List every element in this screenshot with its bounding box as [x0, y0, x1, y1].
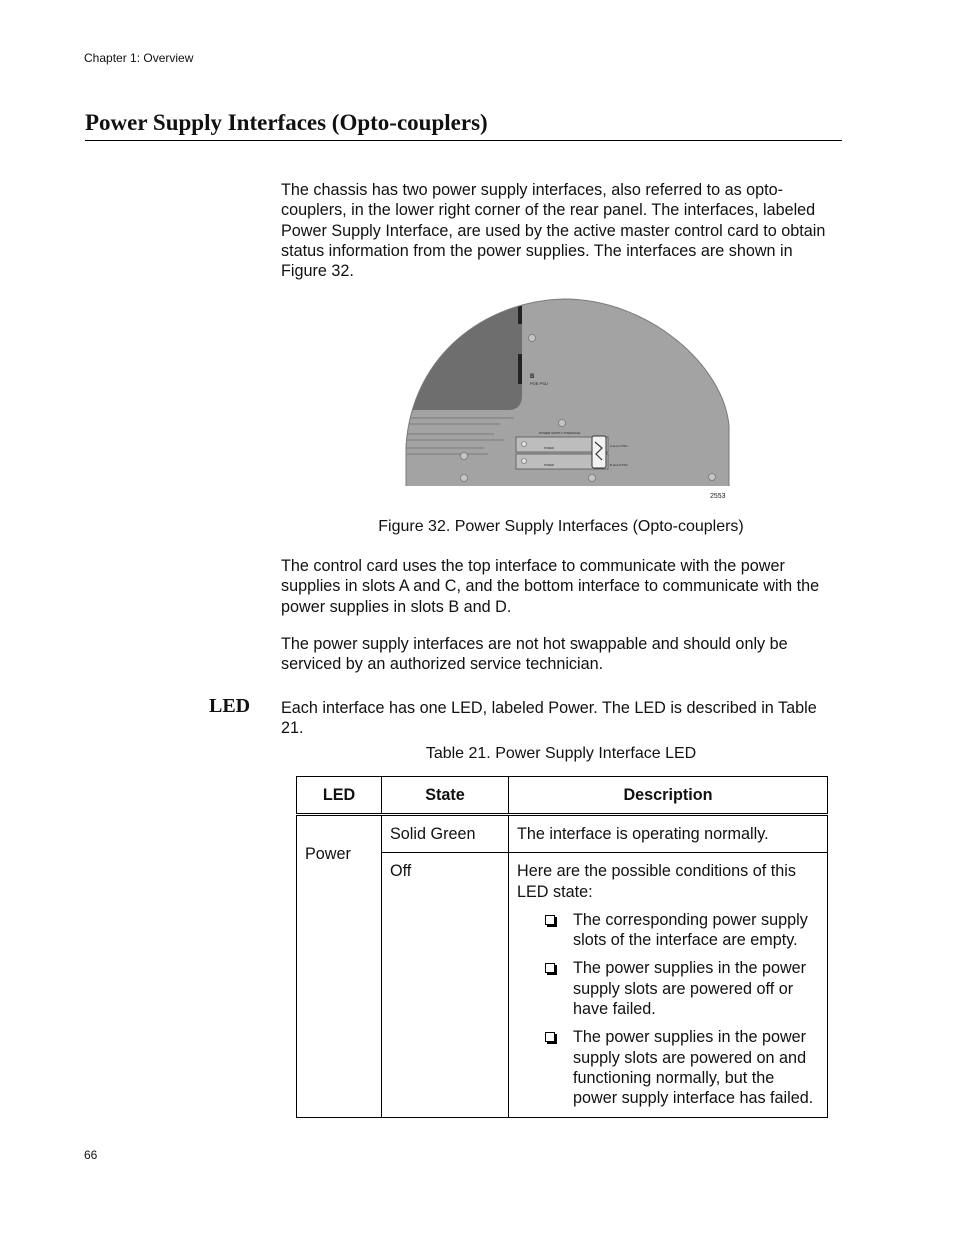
table-caption: Table 21. Power Supply Interface LED	[425, 745, 697, 762]
list-item-text: The corresponding power supply slots of the interface are empty.	[573, 910, 808, 950]
chapter-header: Chapter 1: Overview	[84, 51, 194, 65]
top-power-led-label: POWER	[544, 447, 554, 450]
header-led: LED	[297, 777, 382, 815]
checkbox-bullet-icon	[545, 1032, 555, 1042]
figure-caption: Figure 32. Power Supply Interfaces (Opto-couplers)	[378, 518, 744, 535]
checkbox-bullet-icon	[545, 963, 555, 973]
list-item	[545, 1027, 819, 1108]
led-table	[296, 776, 828, 1118]
table-header-row	[297, 777, 828, 815]
page-number: 66	[84, 1148, 98, 1162]
list-item	[545, 958, 819, 1019]
description-text: Here are the possible conditions of this LED state:	[517, 862, 796, 901]
state-cell: Off	[382, 853, 509, 1117]
led-name-cell: Power	[297, 815, 382, 1118]
poe-psu-label: POE PSU	[530, 381, 548, 386]
section-title: Power Supply Interfaces (Opto-couplers)	[85, 108, 842, 141]
swap-paragraph: The power supply interfaces are not hot swappable and should only be serviced by an authorized service technician.	[281, 635, 788, 674]
header-state: State	[382, 777, 509, 815]
table-row	[297, 815, 828, 853]
slot-b-label: B	[530, 374, 535, 380]
description-cell: The interface is operating normally.	[509, 815, 828, 853]
header-description: Description	[509, 777, 828, 815]
bottom-power-led-label: POWER	[544, 464, 554, 467]
control-paragraph: The control card uses the top interface to communicate with the power supplies in slots A and C, and the bottom interface to communicate with the power supplies in slots B and D.	[281, 557, 820, 616]
led-intro-paragraph: Each interface has one LED, labeled Power. The LED is described in Table 21.	[281, 699, 817, 738]
description-cell	[509, 853, 828, 1117]
condition-list	[517, 910, 819, 1109]
top-port-label: A and C PSU	[610, 444, 628, 448]
state-cell: Solid Green	[382, 815, 509, 853]
list-item-text: The power supplies in the power supply slots are powered off or have failed.	[573, 959, 807, 1019]
bottom-port-label: B and D PSU	[610, 463, 628, 467]
checkbox-bullet-icon	[545, 915, 555, 925]
rear-panel-figure	[404, 296, 731, 502]
led-heading: LED	[209, 695, 251, 717]
interface-title-label: POWER SUPPLY INTERFACE	[539, 431, 581, 435]
list-item-text: The power supplies in the power supply slots are powered on and functioning normally, but the power supply interface has failed.	[573, 1028, 814, 1108]
intro-paragraph: The chassis has two power supply interfaces, also referred to as opto-couplers, in the lower right corner of the rear panel. The interfaces, labeled Power Supply Interface, are used by the active master control card to obtain status information from the power supplies. The interfaces are shown in Figure 32.	[281, 181, 826, 281]
figure-number: 2553	[710, 493, 726, 500]
list-item	[545, 910, 819, 951]
